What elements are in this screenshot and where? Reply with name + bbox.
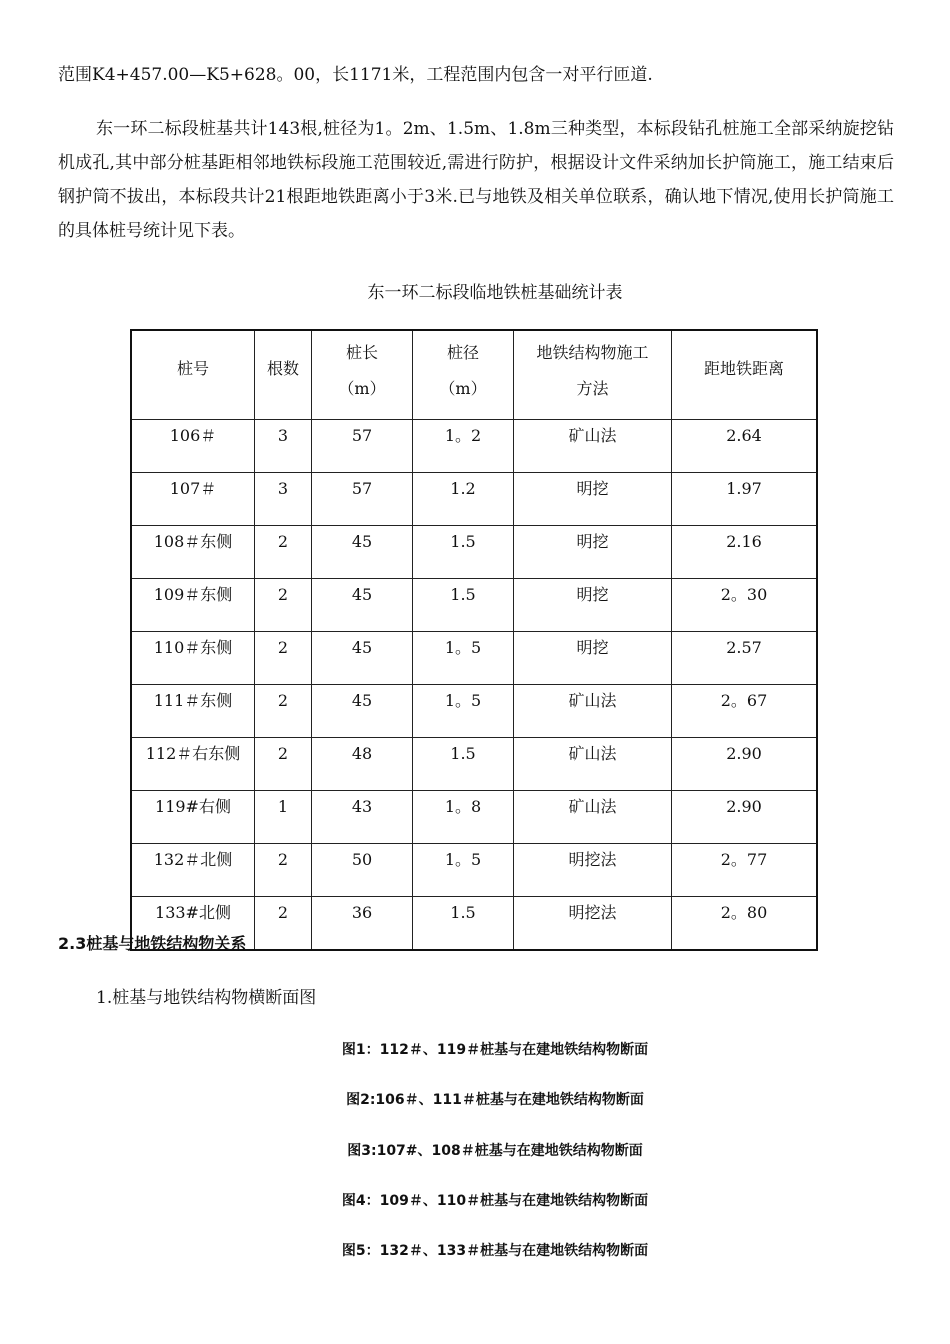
pile-summary-paragraph: 东一环二标段桩基共计143根,桩径为1。2m、1.5m、1.8m三种类型，本标段钻孔桩施工全部采纳旋挖钻机成孔,其中部分桩基距相邻地铁标段施工范围较近,需进行防护，根据设计文件采纳加长护筒施工，施工结束后钢护筒不拔出，本标段共计21根距地铁距离小于3米.已与地铁及相关单位联系，确认地下情况,使用长护筒施工的具体桩号统计见下表。 (58, 119, 894, 241)
cell-pile-number: 119#右侧 (131, 791, 255, 844)
cell-metro-distance: 1.97 (672, 473, 818, 526)
table-row (131, 526, 817, 579)
figure-caption: 图3:107#、108＃桩基与在建地铁结构物断面 (347, 1143, 643, 1159)
cell-construction-method: 矿山法 (514, 420, 672, 473)
cell-pile-diameter: 1.2 (413, 473, 514, 526)
table-row (131, 738, 817, 791)
section-heading: 2.3桩基与地铁结构物关系 (58, 934, 247, 953)
cell-pile-diameter: 1.5 (413, 738, 514, 791)
cell-metro-distance: 2。30 (672, 579, 818, 632)
cell-metro-distance: 2。67 (672, 685, 818, 738)
cell-pile-length: 36 (312, 897, 413, 951)
header-count: 根数 (255, 330, 312, 420)
cell-count: 2 (255, 738, 312, 791)
header-pile-length: 桩长 （m） (312, 330, 413, 420)
cell-construction-method: 矿山法 (514, 685, 672, 738)
cell-pile-number: 106＃ (131, 420, 255, 473)
table-row (131, 579, 817, 632)
table-body (131, 420, 817, 951)
cell-pile-diameter: 1.5 (413, 897, 514, 951)
cell-count: 2 (255, 897, 312, 951)
table-row (131, 844, 817, 897)
cell-pile-length: 57 (312, 420, 413, 473)
table-header-row (131, 330, 817, 420)
cell-metro-distance: 2.64 (672, 420, 818, 473)
header-pile-diameter: 桩径 （m） (413, 330, 514, 420)
figure-caption: 图4：109＃、110＃桩基与在建地铁结构物断面 (341, 1193, 649, 1209)
table-title: 东一环二标段临地铁桩基础统计表 (367, 283, 623, 303)
table-row (131, 685, 817, 738)
cell-metro-distance: 2.90 (672, 791, 818, 844)
cell-pile-length: 45 (312, 526, 413, 579)
cell-count: 2 (255, 844, 312, 897)
cell-count: 2 (255, 685, 312, 738)
cell-construction-method: 明挖 (514, 473, 672, 526)
table-row (131, 473, 817, 526)
cell-construction-method: 矿山法 (514, 791, 672, 844)
cell-pile-length: 50 (312, 844, 413, 897)
cell-pile-diameter: 1。5 (413, 632, 514, 685)
cell-metro-distance: 2。77 (672, 844, 818, 897)
cell-pile-number: 112＃右东侧 (131, 738, 255, 791)
cell-construction-method: 明挖法 (514, 844, 672, 897)
figure-caption: 图1：112＃、119＃桩基与在建地铁结构物断面 (341, 1042, 649, 1058)
cell-pile-number: 108＃东侧 (131, 526, 255, 579)
cell-count: 1 (255, 791, 312, 844)
cell-pile-number: 132＃北侧 (131, 844, 255, 897)
cell-construction-method: 明挖 (514, 632, 672, 685)
cell-count: 2 (255, 526, 312, 579)
subsection-heading: 1.桩基与地铁结构物横断面图 (96, 988, 317, 1008)
cell-count: 3 (255, 473, 312, 526)
cell-pile-length: 45 (312, 579, 413, 632)
cell-pile-diameter: 1。8 (413, 791, 514, 844)
cell-pile-number: 110＃东侧 (131, 632, 255, 685)
cell-count: 2 (255, 632, 312, 685)
cell-pile-number: 133#北侧 (131, 897, 255, 951)
cell-pile-length: 57 (312, 473, 413, 526)
cell-pile-diameter: 1.5 (413, 579, 514, 632)
cell-construction-method: 矿山法 (514, 738, 672, 791)
cell-construction-method: 明挖 (514, 579, 672, 632)
cell-pile-diameter: 1。2 (413, 420, 514, 473)
cell-metro-distance: 2。80 (672, 897, 818, 951)
table-row (131, 632, 817, 685)
figure-caption: 图5：132＃、133＃桩基与在建地铁结构物断面 (341, 1243, 649, 1259)
cell-pile-number: 107＃ (131, 473, 255, 526)
table-row (131, 420, 817, 473)
pile-statistics-table (130, 329, 818, 951)
cell-pile-length: 45 (312, 685, 413, 738)
figure-caption: 图2:106＃、111＃桩基与在建地铁结构物断面 (346, 1092, 644, 1108)
cell-construction-method: 明挖 (514, 526, 672, 579)
cell-metro-distance: 2.57 (672, 632, 818, 685)
table-row (131, 791, 817, 844)
cell-pile-length: 45 (312, 632, 413, 685)
cell-metro-distance: 2.16 (672, 526, 818, 579)
header-metro-distance: 距地铁距离 (672, 330, 818, 420)
cell-pile-length: 43 (312, 791, 413, 844)
cell-construction-method: 明挖法 (514, 897, 672, 951)
cell-count: 2 (255, 579, 312, 632)
cell-pile-number: 109＃东侧 (131, 579, 255, 632)
cell-metro-distance: 2.90 (672, 738, 818, 791)
cell-pile-diameter: 1.5 (413, 526, 514, 579)
cell-pile-number: 111＃东侧 (131, 685, 255, 738)
header-pile-number: 桩号 (131, 330, 255, 420)
header-construction-method: 地铁结构物施工 方法 (514, 330, 672, 420)
cell-count: 3 (255, 420, 312, 473)
cell-pile-length: 48 (312, 738, 413, 791)
cell-pile-diameter: 1。5 (413, 685, 514, 738)
intro-paragraph: 范围K4+457.00—K5+628。00，长1171米，工程范围内包含一对平行匝道. (58, 65, 653, 85)
cell-pile-diameter: 1。5 (413, 844, 514, 897)
